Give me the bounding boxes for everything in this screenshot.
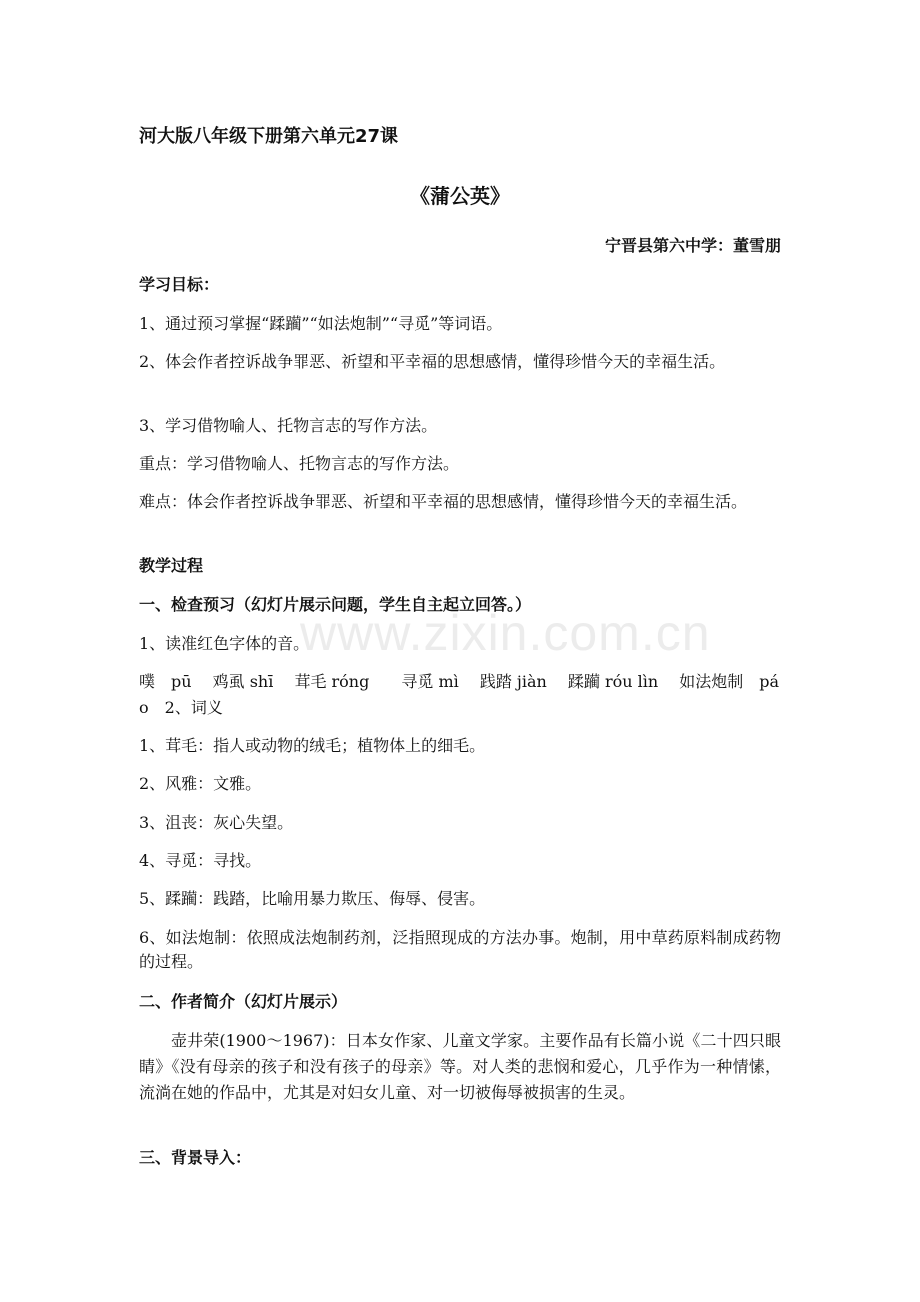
author-line: 宁晋县第六中学：董雪朋 [604,236,781,255]
watermark: www.zixin.com.cn [300,605,711,661]
definition-4: 4、寻觅：寻找。 [139,851,262,870]
definition-6: 6、如法炮制：依照成法炮制药剂，泛指照现成的方法办事。炮制，用中草药原料制成药物的过程。 [139,928,781,971]
difficulty-point: 难点：体会作者控诉战争罪恶、祈望和平幸福的思想感情，懂得珍惜今天的幸福生活。 [139,492,748,511]
section1-heading: 一、检查预习（幻灯片展示问题，学生自主起立回答。） [139,595,532,614]
objective-item-3: 3、学习借物喻人、托物言志的写作方法。 [139,416,438,435]
process-heading: 教学过程 [139,556,204,575]
section3-heading: 三、背景导入： [139,1148,252,1167]
key-point: 重点：学习借物喻人、托物言志的写作方法。 [139,454,460,473]
definition-2: 2、风雅：文雅。 [139,774,262,793]
pinyin-line-1: 噗 pū 鸡虱 shī 茸毛 róng 寻觅 mì 践踏 jiàn 蹂躏 róu lìn 如法炮制 pá [139,672,780,691]
course-heading: 河大版八年级下册第六单元27课 [139,126,399,147]
definition-5: 5、蹂躏：践踏，比喻用暴力欺压、侮辱、侵害。 [139,889,486,908]
objective-item-2: 2、体会作者控诉战争罪恶、祈望和平幸福的思想感情，懂得珍惜今天的幸福生活。 [139,352,726,371]
pinyin-line-2: o 2、词义 [139,698,223,717]
definition-1: 1、茸毛：指人或动物的绒毛；植物体上的细毛。 [139,736,486,755]
section2-heading: 二、作者简介（幻灯片展示） [139,992,348,1011]
definition-3: 3、沮丧：灰心失望。 [139,813,294,832]
objective-item-1: 1、通过预习掌握“蹂躏”“如法炮制”“寻觅”等词语。 [139,314,503,333]
section1-item1: 1、读准红色字体的音。 [139,634,310,653]
objectives-heading: 学习目标： [139,275,220,294]
document-title: 《蒲公英》 [410,184,510,208]
author-intro-paragraph: 壶井荣(1900～1967)：日本女作家、儿童文学家。主要作品有长篇小说《二十四只眼睛》《没有母亲的孩子和没有孩子的母亲》等。对人类的悲悯和爱心，几乎作为一种情愫，流淌在她的作品中，尤其是对妇女儿童、对一切被侮辱被损害的生灵。 [139,1031,781,1102]
